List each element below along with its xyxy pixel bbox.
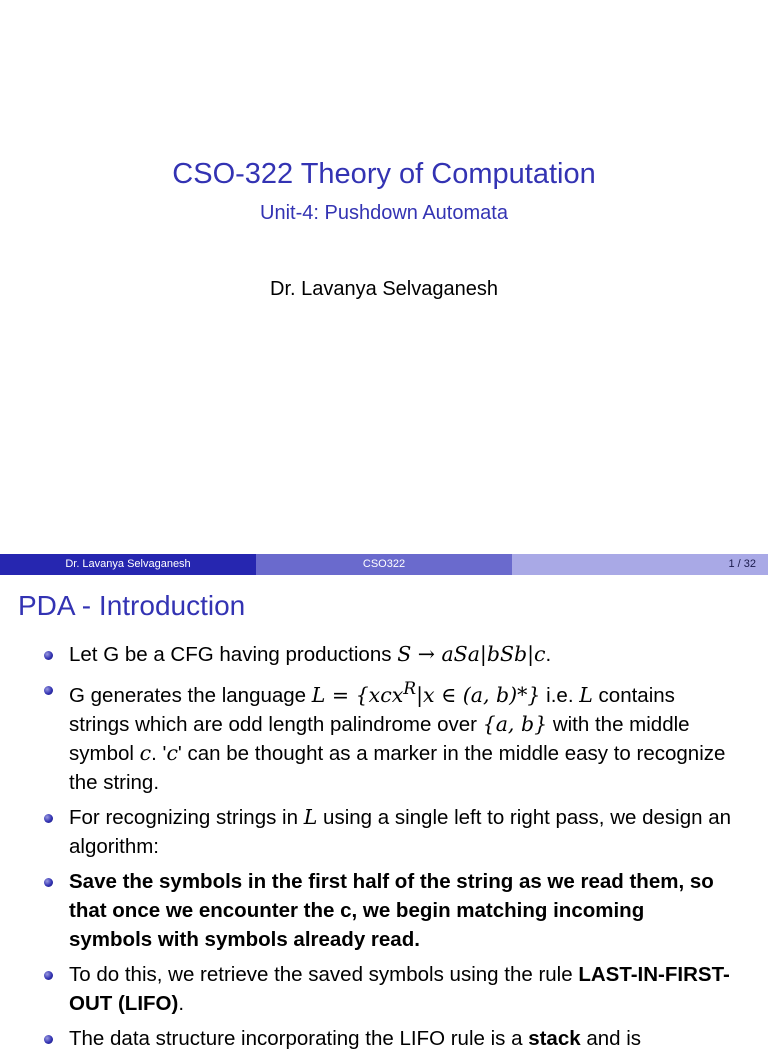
bullet-icon: [44, 971, 53, 980]
bullet-item: To do this, we retrieve the saved symbols using the rule LAST-IN-FIRST-OUT (LIFO).: [0, 960, 768, 1018]
math-expression: S → aSa|bSb|c: [397, 642, 546, 666]
presentation-subtitle: Unit-4: Pushdown Automata: [260, 202, 508, 224]
author-name: Dr. Lavanya Selvaganesh: [270, 278, 498, 300]
bullet-icon: [44, 686, 53, 695]
bullet-list: [0, 640, 768, 1059]
bullet-item: For recognizing strings in L using a single left to right pass, we design an algorithm:: [0, 803, 768, 861]
math-expression: L = {xcx: [311, 682, 404, 707]
bullet-item: G generates the language L = {xcx$^R$|x ∈ (a, b)*} i.e. L contains strings which are odd length palindrome over {a, b} with the middle symbol c. 'c' can be thought as a marker in the middle easy to recognize the string.: [0, 675, 768, 797]
footer-page-number: 1 / 32: [512, 554, 768, 575]
footer-course: CSO322: [256, 554, 512, 575]
footer-author: Dr. Lavanya Selvaganesh: [0, 554, 256, 575]
slide-footer: [0, 554, 768, 575]
bullet-icon: [44, 878, 53, 887]
bullet-item: Let G be a CFG having productions S → aSa|bSb|c.: [0, 640, 768, 669]
bullet-icon: [44, 814, 53, 823]
slide-title: PDA - Introduction: [18, 590, 246, 621]
bullet-icon: [44, 1035, 53, 1044]
bullet-item: Save the symbols in the first half of the string as we read them, so that once we encounter the c, we begin matching incoming symbols with symbols already read.: [0, 867, 768, 954]
bullet-item: The data structure incorporating the LIFO rule is a stack and is: [0, 1024, 768, 1053]
bullet-icon: [44, 651, 53, 660]
presentation-title: CSO-322 Theory of Computation: [172, 158, 596, 190]
